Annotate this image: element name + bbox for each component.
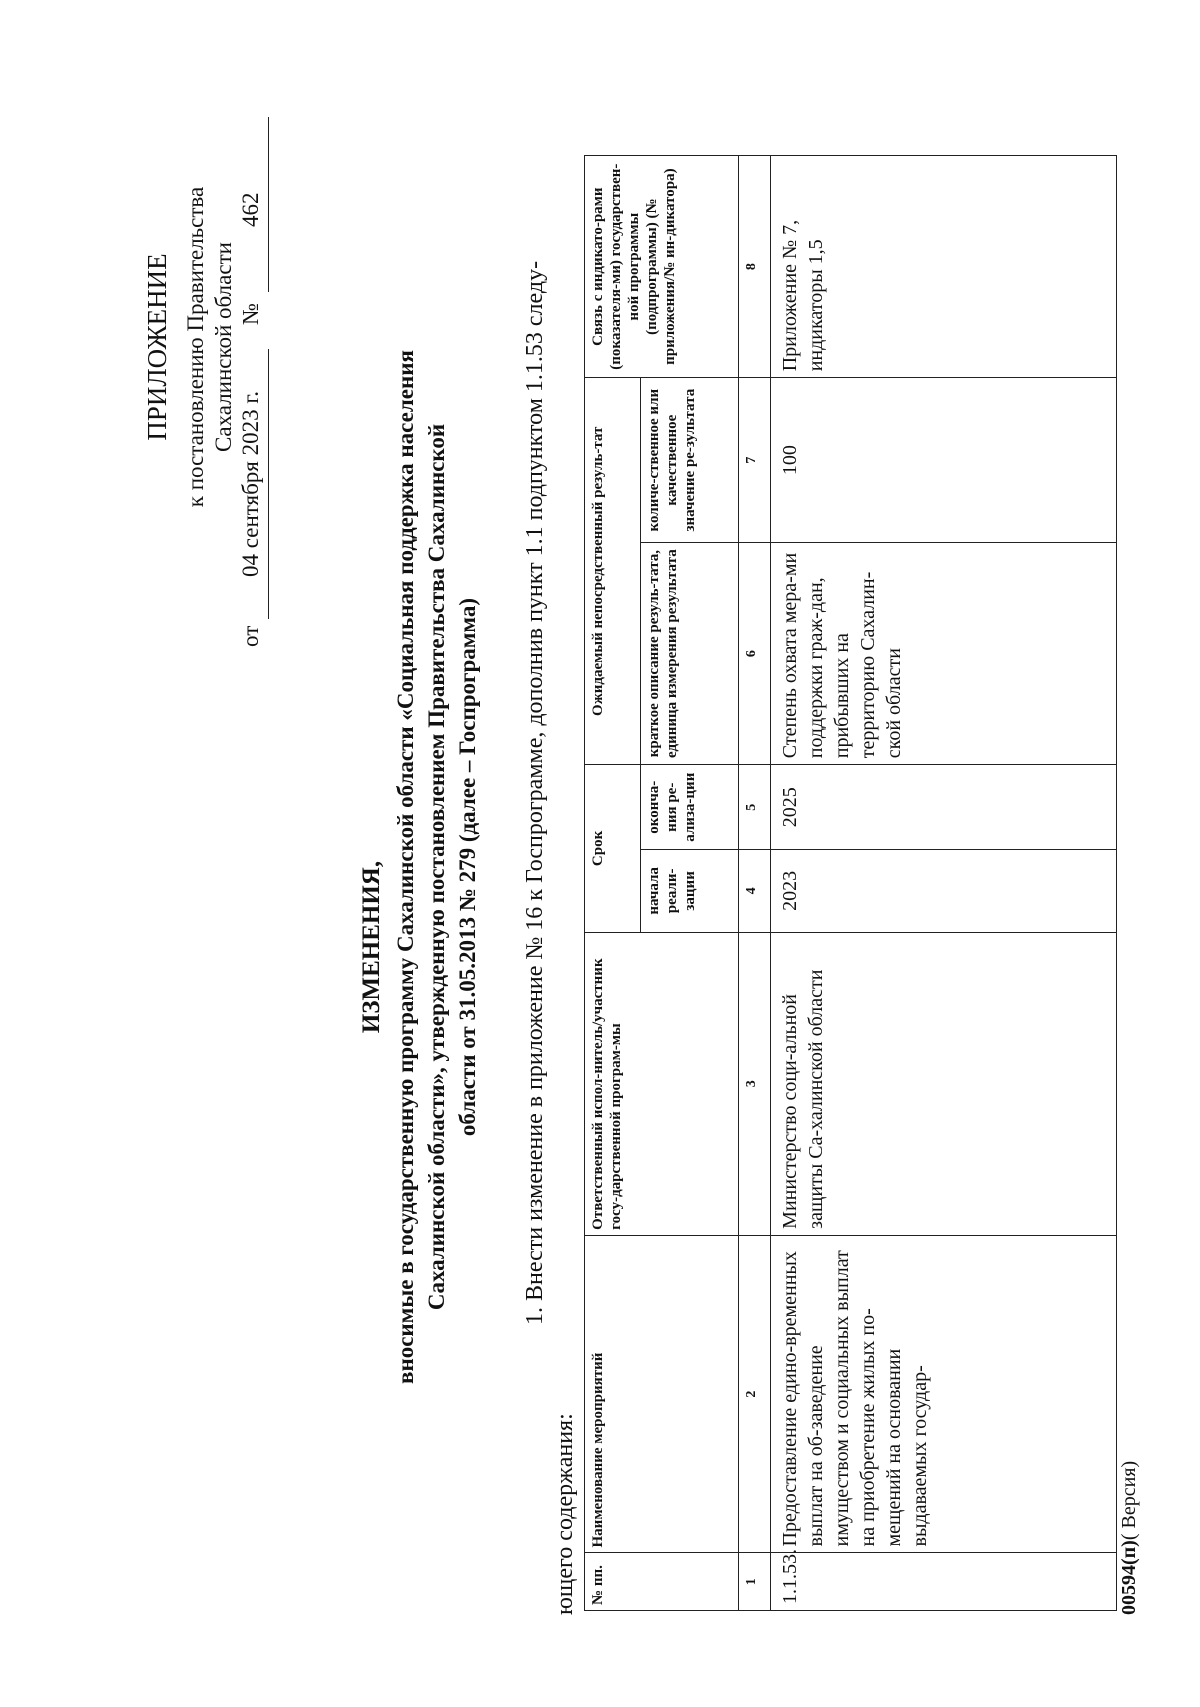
row-end-year: 2025 [771, 765, 1117, 850]
document-code: 00594(п) [1118, 1540, 1140, 1615]
from-label: от [238, 625, 263, 647]
header-term: Срок [585, 765, 641, 932]
date-underline [268, 349, 269, 619]
header-result: Ожидаемый непосредственный резуль-тат [585, 378, 641, 765]
row-measure-name: Предоставление едино-временных выплат на об-заведение имуществом и социальных выплат на приобретение жилых по-мещений на основании выдаваемых государ- [771, 1235, 1117, 1553]
column-number: 4 [739, 850, 771, 932]
header-term-end: оконча-ния ре-ализа-ции [641, 765, 739, 850]
column-number: 2 [739, 1235, 771, 1553]
paragraph-line-1: 1. Внести изменение в приложение № 16 к Госпрограмме, дополнив пункт 1.1 подпунктом 1.1.53 следу- [522, 260, 548, 1325]
number-underline [268, 117, 269, 292]
number-label: № [238, 303, 263, 325]
column-number: 1 [739, 1553, 771, 1611]
body-paragraph [520, 155, 580, 1615]
column-number: 8 [739, 156, 771, 378]
document-subtitle-line-1: вносимые в государственную программу Сахалинской области «Социальная поддержка населения [393, 350, 418, 1384]
measures-table [584, 155, 1117, 1611]
appendix-title: ПРИЛОЖЕНИЕ [142, 253, 172, 441]
column-number: 6 [739, 543, 771, 765]
column-number: 7 [739, 378, 771, 543]
header-row-1 [585, 156, 641, 1611]
appendix-line-2: Сахалинской области [211, 242, 236, 452]
document-subtitle-line-2: Сахалинской области», утвержденную постановлением Правительства Сахалинской [424, 423, 449, 1311]
header-responsible: Ответственный испол-нитель/участник госу-дарственной програм-мы [585, 932, 739, 1235]
document-subtitle-line-3: области от 31.05.2013 № 279 (далее – Госпрограмма) [455, 597, 480, 1137]
decree-date: 04 сентября 2023 г. [238, 391, 263, 577]
appendix-line-1: к постановлению Правительства [183, 186, 208, 508]
document-title: ИЗМЕНЕНИЯ, [358, 860, 385, 1034]
row-indicator-link: Приложение № 7, индикаторы 1,5 [771, 156, 1117, 378]
column-number: 5 [739, 765, 771, 850]
document-footer [1118, 1461, 1141, 1615]
row-start-year: 2023 [771, 850, 1117, 932]
document-version: ( Версия) [1118, 1460, 1140, 1541]
row-result-value: 100 [771, 378, 1117, 543]
header-num: № пп. [585, 1553, 739, 1611]
header-term-start: начала реали-зации [641, 850, 739, 932]
header-result-desc: краткое описание резуль-тата, единица измерения результата [641, 543, 739, 765]
appendix-date-row [238, 107, 272, 647]
decree-number: 462 [238, 192, 263, 227]
row-result-description: Степень охвата мера-ми поддержки граж-дан, прибывших на территорию Сахалин-ской области [771, 543, 1117, 765]
row-responsible: Министерство соци-альной защиты Са-халинской области [771, 932, 1117, 1235]
paragraph-line-2: ющего содержания: [552, 1413, 578, 1615]
header-link: Связь с индикато-рами (показателя-ми) государствен-ной программы (подпрограммы) (№ приложения/№ ин-дикатора) [585, 156, 739, 378]
column-number-row [739, 156, 771, 1611]
row-number: 1.1.53. [771, 1553, 1117, 1611]
column-number: 3 [739, 932, 771, 1235]
header-result-value: количе-ственное или качественное значение ре-зультата [641, 378, 739, 543]
header-name: Наименование мероприятий [585, 1235, 739, 1553]
table-row [771, 156, 1117, 1611]
